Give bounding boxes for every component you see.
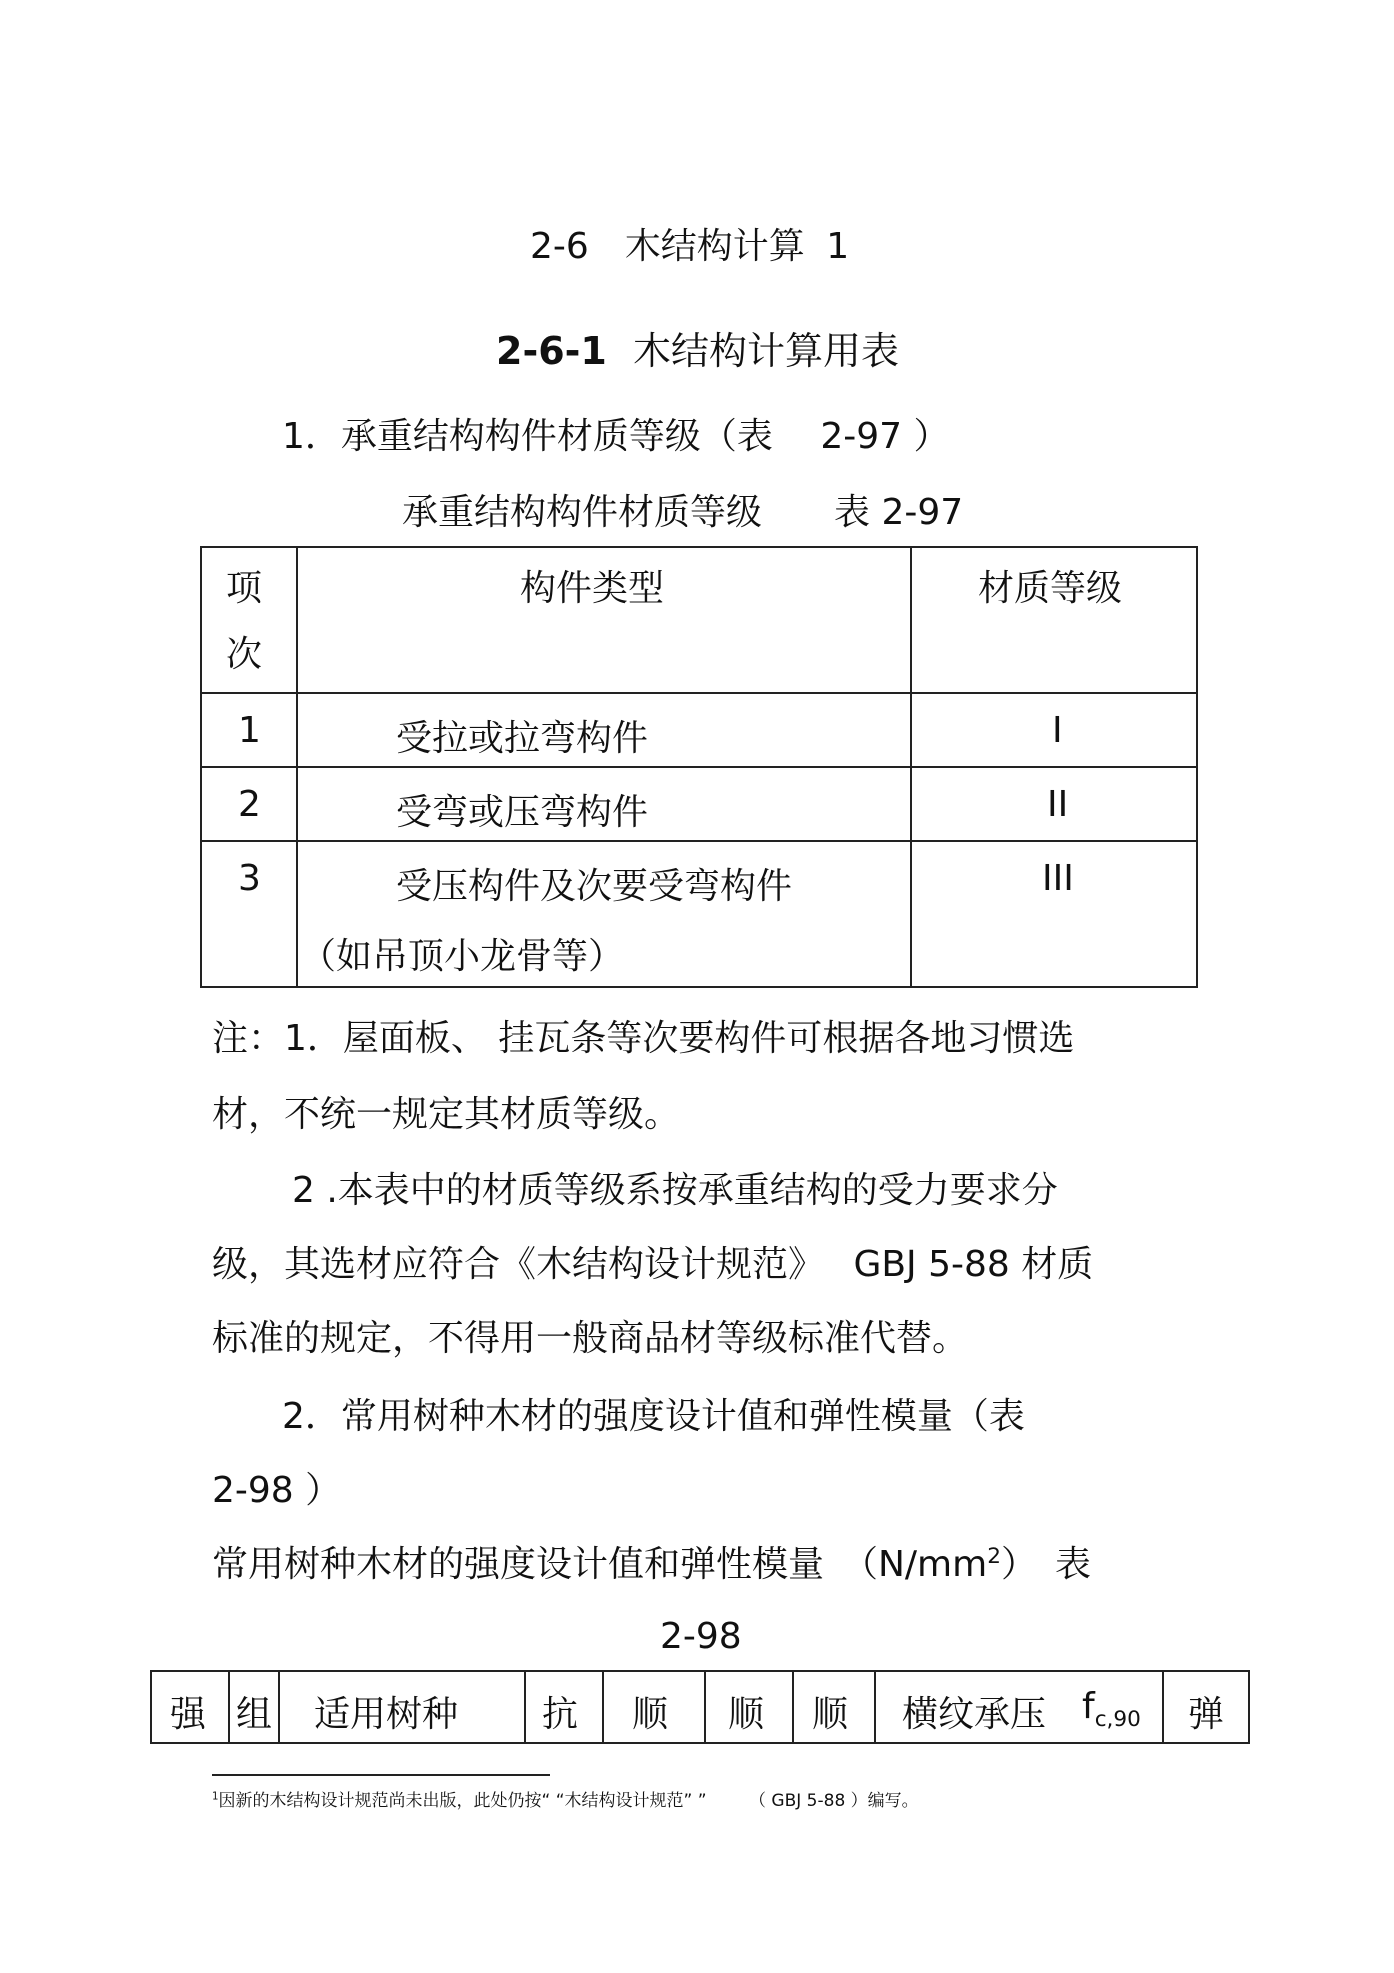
footnote-text: 因新的木结构设计规范尚未出版，此处仍按“ “木结构设计规范” ” （ GBJ 5-88 ）编写。	[218, 1791, 919, 1811]
row-type: 受弯或压弯构件	[396, 792, 649, 833]
row-grade: III	[1042, 858, 1074, 899]
table98-header-text: 强	[170, 1694, 207, 1735]
table98-caption-main: 常用树种木材的强度设计值和弹性模量 （N/mm	[212, 1544, 988, 1585]
table98-header-cell	[705, 1671, 793, 1743]
table97-header-row	[201, 547, 1197, 693]
row-type-continued: （如吊顶小龙骨等）	[300, 936, 625, 977]
table97-header-grade	[911, 547, 1197, 693]
table98-header-cell	[229, 1671, 279, 1743]
table98-header-text: 横纹承压	[902, 1694, 1047, 1735]
table-2-97	[200, 546, 1198, 988]
table97-row3-no	[201, 841, 297, 987]
table98-header-cell	[793, 1671, 875, 1743]
table97-row1-type	[297, 693, 911, 767]
row-grade: I	[1052, 710, 1063, 751]
table98-header-cell	[151, 1671, 229, 1743]
table98-header-row	[151, 1671, 1249, 1743]
section-title	[530, 218, 849, 269]
table98-header-text: 组	[236, 1694, 273, 1735]
subsection-number: 2-6-1	[496, 329, 607, 373]
note2-line2: 级，其选材应符合《木结构设计规范》 GBJ 5-88 材质	[212, 1244, 1094, 1285]
table98-header-fc	[1082, 1686, 1141, 1732]
table97-row2-grade	[911, 767, 1197, 841]
table-row	[201, 693, 1197, 767]
section-title-footref: 1	[826, 226, 850, 267]
fc-subscript: c,90	[1094, 1707, 1141, 1733]
table98-header-text: 弹	[1188, 1694, 1225, 1735]
table97-header-no	[201, 547, 297, 693]
table97-row2-type	[297, 767, 911, 841]
table98-header-cell	[1163, 1671, 1249, 1743]
footnote-marker: 1	[212, 1791, 219, 1803]
note1-line1: 注：1．屋面板、 挂瓦条等次要构件可根据各地习惯选	[212, 1018, 1075, 1059]
table97-header-no-a: 项	[226, 568, 263, 609]
row-grade: II	[1047, 784, 1069, 825]
footnote	[212, 1786, 919, 1811]
row-no: 1	[238, 710, 261, 751]
table98-header-cell	[525, 1671, 603, 1743]
table98-caption-number: 2-98	[660, 1616, 742, 1657]
table97-row1-no	[201, 693, 297, 767]
row-no: 2	[238, 784, 261, 825]
item2-heading-line1: 2．常用树种木材的强度设计值和弹性模量（表	[282, 1396, 1025, 1437]
table-row	[201, 767, 1197, 841]
table97-row2-no	[201, 767, 297, 841]
table98-header-cell	[603, 1671, 705, 1743]
table97-row3-grade	[911, 841, 1197, 987]
note2-line3: 标准的规定，不得用一般商品材等级标准代替。	[212, 1318, 969, 1359]
note1-line2: 材，不统一规定其材质等级。	[212, 1094, 681, 1135]
note2-line1: 2 .本表中的材质等级系按承重结构的受力要求分	[292, 1170, 1058, 1211]
subsection-title	[496, 320, 899, 375]
subsection-title-text: 木结构计算用表	[632, 329, 899, 373]
table97-header-type	[297, 547, 911, 693]
table-row	[201, 841, 1197, 987]
table97-row1-grade	[911, 693, 1197, 767]
item2-heading-line2: 2-98 ）	[212, 1470, 342, 1511]
fc-symbol: f	[1082, 1686, 1095, 1727]
item1-heading: 1．承重结构构件材质等级（表 2-97 ）	[282, 416, 950, 457]
table-2-98	[150, 1670, 1250, 1744]
row-no: 3	[238, 858, 261, 899]
table97-header-no-b: 次	[226, 634, 263, 675]
table98-caption-sup: 2	[987, 1544, 1001, 1569]
table98-caption	[212, 1536, 1091, 1587]
row-type: 受压构件及次要受弯构件	[396, 866, 793, 907]
table97-row3-type	[297, 841, 911, 987]
table98-header-cell	[279, 1671, 525, 1743]
row-type: 受拉或拉弯构件	[396, 718, 649, 759]
table98-header-text: 适用树种	[314, 1694, 459, 1735]
table98-header-text: 顺	[728, 1694, 765, 1735]
footnote-separator	[212, 1774, 550, 1776]
table98-header-text: 顺	[632, 1694, 669, 1735]
table97-header-type-text: 构件类型	[520, 568, 665, 609]
table98-header-text: 抗	[542, 1694, 579, 1735]
table98-header-cell	[875, 1671, 1163, 1743]
table98-caption-end: ） 表	[1000, 1544, 1091, 1585]
section-title-text: 2-6 木结构计算	[530, 226, 805, 267]
table97-caption: 承重结构构件材质等级 表 2-97	[402, 492, 964, 533]
table97-header-grade-text: 材质等级	[978, 568, 1123, 609]
table98-header-text: 顺	[812, 1694, 849, 1735]
